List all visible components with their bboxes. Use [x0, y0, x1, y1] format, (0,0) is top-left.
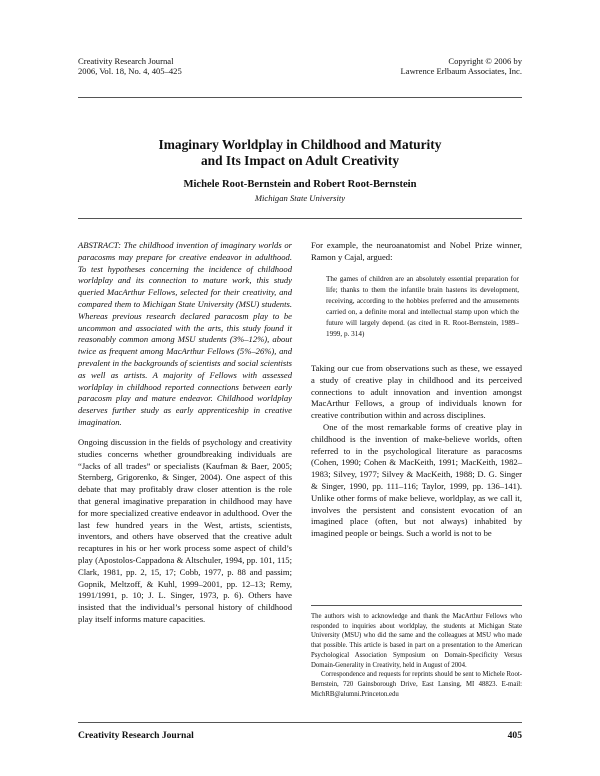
affiliation: Michigan State University	[254, 193, 346, 203]
right-column-body	[311, 363, 522, 540]
footer-journal-name: Creativity Research Journal	[78, 730, 194, 741]
authors: Michele Root-Bernstein and Robert Root-Bernstein	[183, 179, 417, 190]
volume-info: 2006, Vol. 18, No. 4, 405–425	[78, 66, 182, 76]
publisher-line: Lawrence Erlbaum Associates, Inc.	[400, 66, 522, 76]
abstract-text: ABSTRACT: The childhood invention of imaginary worlds or paracosms may prepare for creative endeavor in adulthood. To test hypotheses concerning the incidence of childhood worldplay and its connection to mature work, this study queried MacArthur Fellows, selected for their creativity, and compared them to Michigan State University (MSU) students. Whereas previous research declared paracosm play to be uncommon and associated with the arts, this study found it reasonably common among MSU students (3%–12%), about twice as frequent among MacArthur Fellows (5%–26%), and prevalent in the backgrounds of scientists and social scientists as well as artists. A majority of Fellows with assessed worldplay in childhood reported connections between early paracosm play and mature endeavor. Childhood worldplay deserves further study as early apprenticeship in creative imagination.	[78, 240, 292, 427]
running-header-right	[401, 56, 522, 76]
copyright-line: Copyright © 2006 by	[448, 56, 522, 66]
journal-name: Creativity Research Journal	[78, 56, 174, 66]
left-column-body	[78, 437, 292, 626]
footer-rule	[78, 722, 522, 723]
body-paragraph: Ongoing discussion in the fields of psychology and creativity studies concerns whether groundbreaking individuals are “Jacks of all trades” or specialists (Kaufman & Baer, 2005; Sternberg, Grigorenko, & Singer, 2004). One aspect of this debate that may profitably draw closer attention is the role that general imaginative preparation in childhood may have for more specialized creative endeavor in adulthood. Over the last few hundred years in the West, artists, scientists, inventors, and others have observed that the creative adult recaptures in his or her work process some aspect of child’s play (Apostolos-Cappadona & Altschuler, 1994, pp. 101, 115; Clark, 1981, pp. 2, 15, 17; Cobb, 1977, p. 88 and passim; Gopnik, Meltzoff, & Kuhl, 1999–2001, pp. 12–13; Remy, 1991/1991, p. 10; J. L. Singer, 1973, p. 6). Others have insisted that the individual’s personal history of childhood play itself informs mature capacities.	[78, 437, 292, 624]
body-paragraph: Taking our cue from observations such as these, we essayed a study of creative play in childhood and its perceived connections to adult innovation and invention amongst MacArthur Fellows, a group of individuals known for creative contribution within and across disciplines.	[311, 363, 522, 421]
running-header-left	[78, 56, 182, 76]
abstract	[78, 240, 292, 429]
header-rule	[78, 97, 522, 98]
title-line-1: Imaginary Worldplay in Childhood and Maturity	[158, 137, 442, 152]
right-column-intro	[311, 240, 522, 264]
body-paragraph: For example, the neuroanatomist and Nobel Prize winner, Ramon y Cajal, argued:	[311, 240, 522, 262]
page-number: 405	[507, 730, 522, 741]
block-quote: The games of children are an absolutely essential preparation for life; thanks to them the infantile brain hastens its development, receiving, according to the hobbies preferred and the amusements carried on, a definite moral and intellectual stamp upon which the future will largely depend. (as cited in R. Root-Bernstein, 1989–1999, p. 314)	[326, 275, 519, 338]
title-line-2: and Its Impact on Adult Creativity	[200, 153, 400, 168]
footnote-correspondence: Correspondence and requests for reprints should be sent to Michele Root-Bernstein, 720 Gainsborough Drive, East Lansing, MI 48823. E-mail: MichRB@alumni.Princeton.edu	[311, 671, 522, 698]
footnote-acknowledgment: The authors wish to acknowledge and thank the MacArthur Fellows who responded to inquiries about worldplay, the students at Michigan State University (MSU) who did the same and the colleagues at MSU who made that possible. This article is based in part on a presentation to the American Psychological Association Symposium on Domain-Specificity Versus Domain-Generality in Creativity, held in August of 2004.	[311, 613, 522, 669]
footnotes	[311, 612, 522, 699]
body-paragraph: One of the most remarkable forms of creative play in childhood is the invention of make-believe worlds, often referred to in the psychological literature as paracosms (Cohen, 1990; Cohen & MacKeith, 1991; MacKeith, 1982–1983; Silvey, 1977; Silvey & MacKeith, 1988; D. G. Singer & Singer, 1990, pp. 111–116; Taylor, 1999, pp. 136–141). Unlike other forms of make believe, worldplay, as we call it, involves the persistent and consistent evocation of an imagined place (often, but not always) inhabited by imagined people or beings. Such a world is not to be	[311, 421, 522, 539]
article-title	[0, 137, 600, 169]
footnote-rule	[311, 605, 522, 606]
title-rule	[78, 218, 522, 219]
